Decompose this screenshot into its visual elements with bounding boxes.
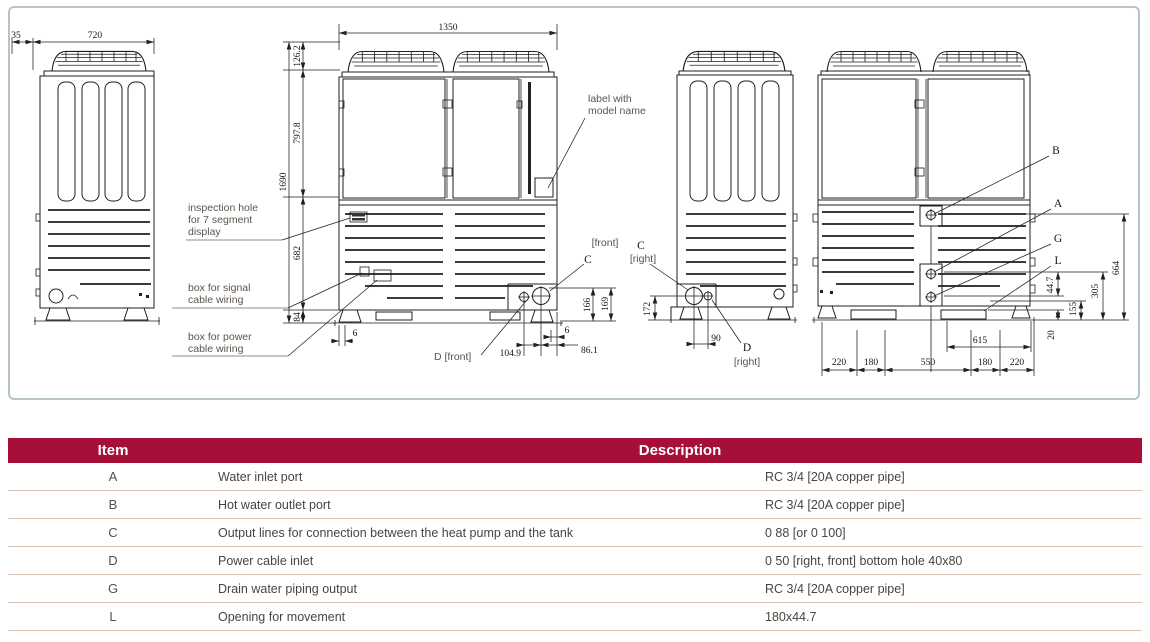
dim-1350: 1350 [438, 23, 458, 33]
dim-550: 550 [920, 358, 936, 368]
label-front: [front] [591, 237, 619, 249]
row-value: 180x44.7 [765, 609, 817, 624]
label-right-c: [right] [629, 253, 657, 265]
foot-pad-right [941, 310, 986, 319]
dim-220-b: 220 [1009, 358, 1025, 368]
svg-text:cable wiring: cable wiring [188, 343, 244, 355]
callouts [172, 93, 646, 356]
row-item: G [107, 581, 119, 596]
row-item: D [108, 553, 118, 568]
callout-inspection-hole: inspection hole [188, 202, 259, 214]
row-description: Water inlet port [218, 469, 303, 484]
power-cable-box [374, 270, 391, 281]
table-row-g [8, 575, 1142, 603]
dim-720: 720 [87, 31, 103, 41]
label-l: L [1054, 255, 1062, 267]
label-g: G [1053, 233, 1063, 245]
spec-table [8, 438, 1142, 631]
row-description: Drain water piping output [218, 581, 357, 596]
table-row-a [8, 463, 1142, 491]
svg-text:model name: model name [588, 105, 646, 117]
dim-84: 84 [293, 312, 303, 322]
dim-797-8: 797.8 [293, 122, 303, 144]
side-view-right [630, 51, 797, 368]
front-view [331, 23, 618, 363]
dim-6-left: 6 [352, 329, 358, 339]
foot-pad-left [851, 310, 896, 319]
row-description: Output lines for connection between the heat pump and the tank [218, 525, 574, 540]
label-c-front: C [584, 254, 592, 266]
row-value: RC 3/4 [20A copper pipe] [765, 581, 905, 596]
dim-305: 305 [1091, 283, 1101, 299]
dim-126-2: 126.2 [293, 45, 303, 67]
callout-signal-box: box for signal [188, 282, 251, 294]
dim-180-b: 180 [977, 358, 993, 368]
dim-169: 169 [601, 296, 611, 312]
table-row-b [8, 491, 1142, 519]
dim-90: 90 [711, 334, 721, 344]
row-description: Hot water outlet port [218, 497, 331, 512]
callout-power-box: box for power [188, 331, 252, 343]
label-right-d: [right] [733, 356, 761, 368]
dim-155: 155 [1069, 301, 1079, 317]
port-d-front [518, 291, 530, 303]
model-name-label-plate [535, 178, 553, 197]
port-g [925, 291, 937, 303]
row-item: A [108, 469, 118, 484]
label-b: B [1052, 145, 1060, 157]
side-view-left [11, 31, 160, 325]
back-view [812, 52, 1129, 377]
dim-104-9: 104.9 [499, 349, 521, 359]
port-c-front [531, 286, 551, 306]
dim-166: 166 [583, 297, 593, 313]
label-a: A [1053, 198, 1063, 210]
svg-text:cable wiring: cable wiring [188, 294, 244, 306]
row-description: Opening for movement [218, 609, 346, 624]
label-d-front: D [front] [434, 351, 472, 363]
row-item: L [109, 609, 117, 624]
row-value: RC 3/4 [20A copper pipe] [765, 469, 905, 484]
dim-35: 35 [11, 31, 21, 41]
dim-664: 664 [1112, 260, 1122, 276]
dim-220-a: 220 [831, 358, 847, 368]
table-row-d [8, 547, 1142, 575]
svg-text:for 7 segment: for 7 segment [188, 214, 253, 226]
table-row-c [8, 519, 1142, 547]
callout-model-label: label with [588, 93, 632, 105]
dim-615: 615 [972, 336, 988, 346]
row-value: RC 3/4 [20A copper pipe] [765, 497, 905, 512]
door-hinge-bar [528, 82, 531, 194]
table-header [8, 438, 1142, 463]
col-header-description: Description [638, 442, 722, 459]
label-d-right: D [742, 342, 752, 354]
dim-6-right: 6 [564, 326, 570, 336]
row-item: C [108, 525, 118, 540]
dim-180-a: 180 [863, 358, 879, 368]
dim-682: 682 [293, 245, 303, 261]
port-a [925, 268, 937, 280]
height-dimension-chain [279, 42, 340, 323]
label-c-right: C [637, 240, 645, 252]
dim-20: 20 [1047, 330, 1057, 340]
row-value: 0 88 [or 0 100] [765, 525, 846, 540]
dim-44-7: 44.7 [1046, 276, 1056, 294]
col-header-item: Item [97, 442, 129, 459]
row-value: 0 50 [right, front] bottom hole 40x80 [765, 553, 963, 568]
dim-172: 172 [643, 301, 653, 317]
row-description: Power cable inlet [218, 553, 314, 568]
port-d-right [703, 291, 713, 301]
port-b [925, 209, 937, 221]
table-row-l [8, 603, 1142, 631]
svg-text:display: display [188, 226, 221, 238]
dim-1690: 1690 [279, 172, 289, 192]
row-item: B [108, 497, 118, 512]
dim-86-1: 86.1 [581, 346, 598, 356]
